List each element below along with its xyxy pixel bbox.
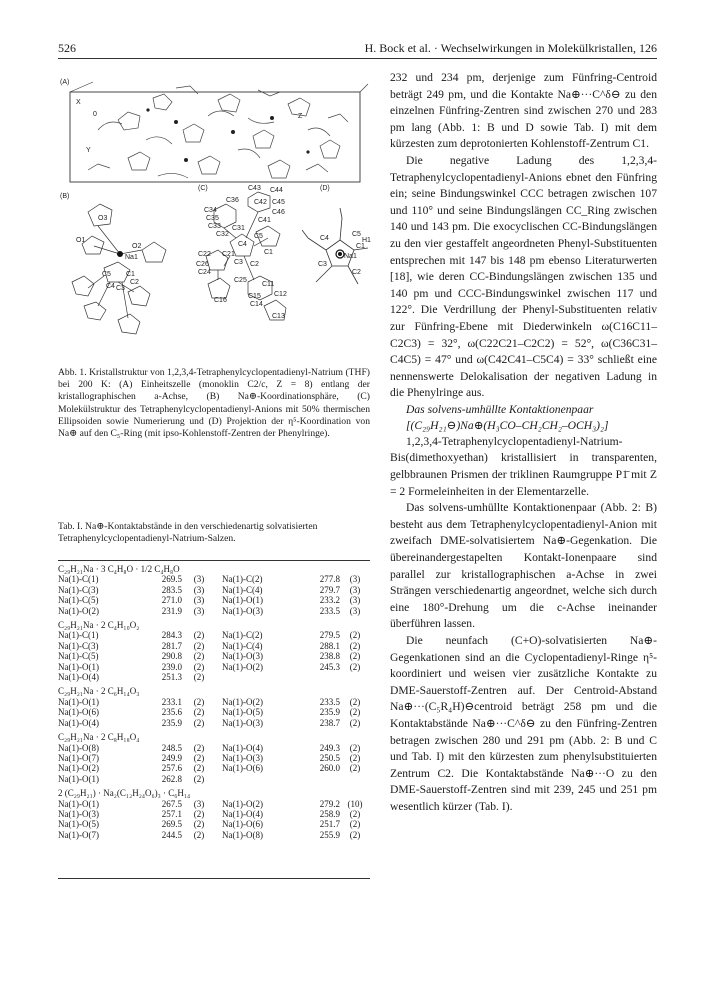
table-row: Na(1)-O(2) 257.6 (2) Na(1)-O(6) 260.0 (2) — [58, 763, 361, 774]
svg-text:C5: C5 — [352, 231, 361, 238]
svg-text:C35: C35 — [206, 215, 219, 222]
unit-cell-box — [70, 92, 360, 182]
axis-y-label: Y — [86, 147, 91, 154]
table-row: Na(1)-O(1) 233.1 (2) Na(1)-O(2) 233.5 (2) — [58, 696, 361, 707]
contact-distance-table — [58, 564, 370, 844]
svg-text:C44: C44 — [270, 187, 283, 194]
body-paragraph: Die neunfach (C+O)-solvatisierten Na⊕-Gegenkationen sind an die Cyclopentadienyl-Ringe η⁵-koordiniert und weisen vier zusätzliche Kontakte zu DME-Sauerstoff-Zentren auf. Der Centroid-Abstand Na⊕···(C₅R₄H)⊖centroid beträgt 258 pm und die Kontaktabstände Na⊕···C^δ⊖ zu den Fünfring-Zentren betragen zwischen 280 und 291 pm (Abb. 2: B und C und Tab. I) mit den kürzesten zum phenylsubstituierten Zentrum C2. Die Kontaktabstände Na⊕···O zu den DME-Sauerstoff-Zentren sind mit 239, 245 und 251 pm wesentlich kürzer (Tab. I). — [390, 634, 657, 813]
svg-text:C31: C31 — [232, 225, 245, 232]
table-row: Na(1)-O(6) 235.6 (2) Na(1)-O(5) 235.9 (2) — [58, 707, 361, 718]
table-row: Na(1)-O(1) 267.5 (3) Na(1)-O(2) 279.2 (10) — [58, 798, 363, 809]
panel-a-label: (A) — [60, 79, 70, 86]
unit-cell-molecules — [88, 86, 348, 178]
svg-text:C4: C4 — [320, 235, 329, 242]
svg-text:C36: C36 — [226, 197, 239, 204]
svg-text:C5: C5 — [254, 233, 263, 240]
running-title: H. Bock et al. · Wechselwirkungen in Molekülkristallen, 126 — [364, 41, 657, 55]
body-text-column — [390, 70, 657, 816]
table-row: Na(1)-C(1) 284.3 (2) Na(1)-C(2) 279.5 (2) — [58, 630, 361, 641]
svg-text:C25: C25 — [234, 277, 247, 284]
panel-c-label: (C) — [198, 185, 208, 192]
table-row: Na(1)-O(5) 269.5 (2) Na(1)-O(6) 251.7 (2) — [58, 819, 361, 830]
table-group — [58, 686, 370, 728]
table-row: Na(1)-O(7) 249.9 (2) Na(1)-O(3) 250.5 (2) — [58, 752, 361, 763]
table-group — [58, 620, 370, 682]
table-row: Na(1)-O(7) 244.5 (2) Na(1)-O(8) 255.9 (2) — [58, 829, 361, 840]
figure-drawing — [58, 70, 370, 360]
svg-text:C3: C3 — [116, 285, 125, 292]
svg-text:C32: C32 — [216, 231, 229, 238]
svg-text:O1: O1 — [76, 237, 86, 244]
axis-z-label: Z — [298, 113, 303, 120]
table-bottom-rule — [58, 878, 370, 879]
table-row: Na(1)-C(3) 281.7 (2) Na(1)-C(4) 288.1 (2) — [58, 640, 361, 651]
panel-b-na-atom — [117, 251, 123, 257]
svg-text:C15: C15 — [248, 293, 261, 300]
table-group — [58, 732, 370, 784]
table-row: Na(1)-O(1) 239.0 (2) Na(1)-O(2) 245.3 (2) — [58, 661, 361, 672]
svg-text:C11: C11 — [262, 281, 275, 288]
body-paragraph: 232 und 234 pm, derjenige zum Fünfring-Centroid beträgt 249 pm, und die Kontakte Na⊕···C^δ⊖ zu den einzelnen Fünfring-Zentren sind zwischen 270 und 283 pm lang (Abb. 1: B und D sowie Tab. I) mit dem kürzesten zum deprotonierten Kohlenstoff-Zentrum C1. — [390, 71, 657, 151]
svg-text:C34: C34 — [204, 207, 217, 214]
svg-text:C1: C1 — [264, 249, 273, 256]
panel-b-structure — [72, 204, 166, 334]
group-heading: 2 (C₂₉H₂₁) · Na₂(C₁₂H₂₄O₆)₃ · C₆H₁₄ — [58, 788, 191, 799]
table-row: Na(1)-O(2) 231.9 (3) Na(1)-O(3) 233.5 (3) — [58, 605, 361, 616]
group-heading: C₂₉H₂₁Na · 2 C₈H₁₈O₄ — [58, 732, 140, 743]
table-row: Na(1)-O(4) 235.9 (2) Na(1)-O(3) 238.7 (2) — [58, 717, 361, 728]
section-title-formula: [(C₂₉H₂₁⊖)Na⊕(H₃CO–CH₂CH₂–OCH₃)₂] — [406, 418, 609, 432]
svg-text:C24: C24 — [198, 269, 211, 276]
svg-text:C2: C2 — [250, 261, 259, 268]
svg-text:C16: C16 — [214, 297, 227, 304]
svg-text:H1: H1 — [362, 237, 371, 244]
table-row: Na(1)-C(5) 271.0 (3) Na(1)-O(1) 233.2 (3) — [58, 595, 361, 606]
svg-text:Na1: Na1 — [125, 254, 138, 261]
svg-text:C13: C13 — [272, 313, 285, 320]
unit-cell-na-atoms — [146, 108, 309, 162]
svg-text:C21: C21 — [222, 251, 235, 258]
svg-text:C12: C12 — [274, 291, 287, 298]
body-paragraph: Das solvens-umhüllte Kontaktionenpaar (Abb. 2: B) besteht aus dem Tetraphenylcyclopentadienyl-Anion mit zweifach DME-solvatisiertem Na⊕-Gegenkation. Die übereinandergestapelten Kontakt-Ionenpaare sind parallel zur kristallographischen a-Achse in zwei Strängen verschiedenartig angeordnet, welche sich durch eine 180°-Drehung um die c-Achse ineinander überführen lassen. — [390, 501, 657, 631]
svg-text:C5: C5 — [102, 271, 111, 278]
figure-crystal-structure — [58, 70, 370, 360]
page-number: 526 — [58, 41, 76, 55]
table-row: Na(1)-O(3) 257.1 (2) Na(1)-O(4) 258.9 (2) — [58, 808, 361, 819]
figure-caption: Abb. 1. Kristallstruktur von 1,2,3,4-Tetraphenylcyclopentadienyl-Natrium (THF) bei 200 K: (A) Einheitszelle (monoklin C2/c, Z = 8) entlang der kristallographischen a-Achse, (B) Na⊕-Koordinationsphäre, (C) Molekülstruktur des Tetraphenylcyclopentadienyl-Anions mit 50% thermischen Ellipsoiden sowie Numerierung und (D) Projektion der η⁵-Koordination von Na⊕ auf den C₅-Ring (mit ipso-Kohlenstoff-Zentren der Phenylringe). — [58, 367, 370, 440]
svg-text:C1: C1 — [356, 243, 365, 250]
svg-text:C14: C14 — [250, 301, 263, 308]
svg-text:C45: C45 — [272, 199, 285, 206]
section-title: Das solvens-umhüllte Kontaktionenpaar — [406, 402, 594, 416]
body-paragraph: 1,2,3,4-Tetraphenylcyclopentadienyl-Natrium-Bis(dimethoxyethan) kristallisiert in transparenten, gelbbraunen Prismen der triklinen Raumgruppe P1̄ mit Z = 2 Formeleinheiten in der Elementarzelle. — [390, 434, 657, 498]
svg-text:Na1: Na1 — [344, 253, 357, 260]
svg-text:O2: O2 — [132, 243, 142, 250]
svg-text:C2: C2 — [130, 279, 139, 286]
group-heading: C₂₉H₂₁Na · 3 C₄H₈O · 1/2 C₄H₈O — [58, 564, 180, 574]
svg-text:C3: C3 — [234, 259, 243, 266]
svg-text:C22: C22 — [198, 251, 211, 258]
panel-b-label: (B) — [60, 193, 70, 200]
axis-x-label: X — [76, 99, 81, 106]
body-paragraph: Die negative Ladung des 1,2,3,4-Tetraphenylcyclopentadienyl-Anions ebnet den Fünfring ein; seine Bindungswinkel CCC betragen zwischen 107 und 110° und seine Bindungslängen CC_Ring zwischen 140 und 143 pm. Die exocyclischen CC-Bindungslängen zu den vier gestaffelt angeordneten Phenyl-Substituenten entsprechen mit 147 bis 148 pm ebenso Literaturwerten [18], wie deren CC-Bindungslängen zwischen 135 und 140 pm und CCC-Bindungswinkel zwischen 117 und 122°. Die Verdrillung der Phenyl-Substituenten relativ zur Fünfring-Ebene mit Diederwinkeln ω(C16C11–C2C3) = 32°, ω(C22C21–C2C2) = 52°, ω(C36C31–C4C5) = 47° und ω(C42C41–C5C4) = 33° schließt eine nennenswerte Delokalisation der negativen Ladung in die Phenylringe aus. — [390, 153, 657, 400]
svg-text:C41: C41 — [258, 217, 271, 224]
table-group — [58, 788, 370, 840]
table-caption: Tab. I. Na⊕-Kontaktabstände in den verschiedenartig solvatisierten Tetraphenylcyclopentadienyl-Natrium-Salzen. — [58, 521, 318, 545]
panel-d-label: (D) — [320, 185, 330, 192]
svg-text:C3: C3 — [318, 261, 327, 268]
svg-text:C46: C46 — [272, 209, 285, 216]
group-heading: C₂₉H₂₁Na · 2 C₆H₁₄O₃ — [58, 686, 140, 697]
svg-text:C42: C42 — [254, 199, 267, 206]
table-row: Na(1)-O(4) 251.3 (2) — [58, 672, 205, 683]
origin-label: 0 — [93, 111, 97, 118]
group-heading: C₂₉H₂₁Na · 2 C₄H₁₀O₂ — [58, 620, 140, 631]
svg-text:C4: C4 — [238, 241, 247, 248]
table-row: Na(1)-C(3) 283.5 (3) Na(1)-C(4) 279.7 (3) — [58, 584, 361, 595]
table-row: Na(1)-C(1) 269.5 (3) Na(1)-C(2) 277.8 (3) — [58, 574, 361, 585]
svg-text:C4: C4 — [106, 283, 115, 290]
svg-text:C43: C43 — [248, 185, 261, 192]
panel-c-atom-labels — [196, 185, 287, 320]
table-row: Na(1)-O(8) 248.5 (2) Na(1)-O(4) 249.3 (2) — [58, 742, 361, 753]
table-row: Na(1)-C(5) 290.8 (2) Na(1)-O(3) 238.8 (2) — [58, 651, 361, 662]
svg-text:C1: C1 — [126, 271, 135, 278]
svg-text:C2: C2 — [352, 269, 361, 276]
table-row: Na(1)-O(1) 262.8 (2) — [58, 773, 205, 784]
table-top-rule — [58, 560, 370, 561]
svg-text:C33: C33 — [208, 223, 221, 230]
table-group — [58, 564, 370, 616]
svg-text:C26: C26 — [196, 261, 209, 268]
header-rule — [58, 58, 657, 59]
svg-text:O3: O3 — [98, 215, 108, 222]
